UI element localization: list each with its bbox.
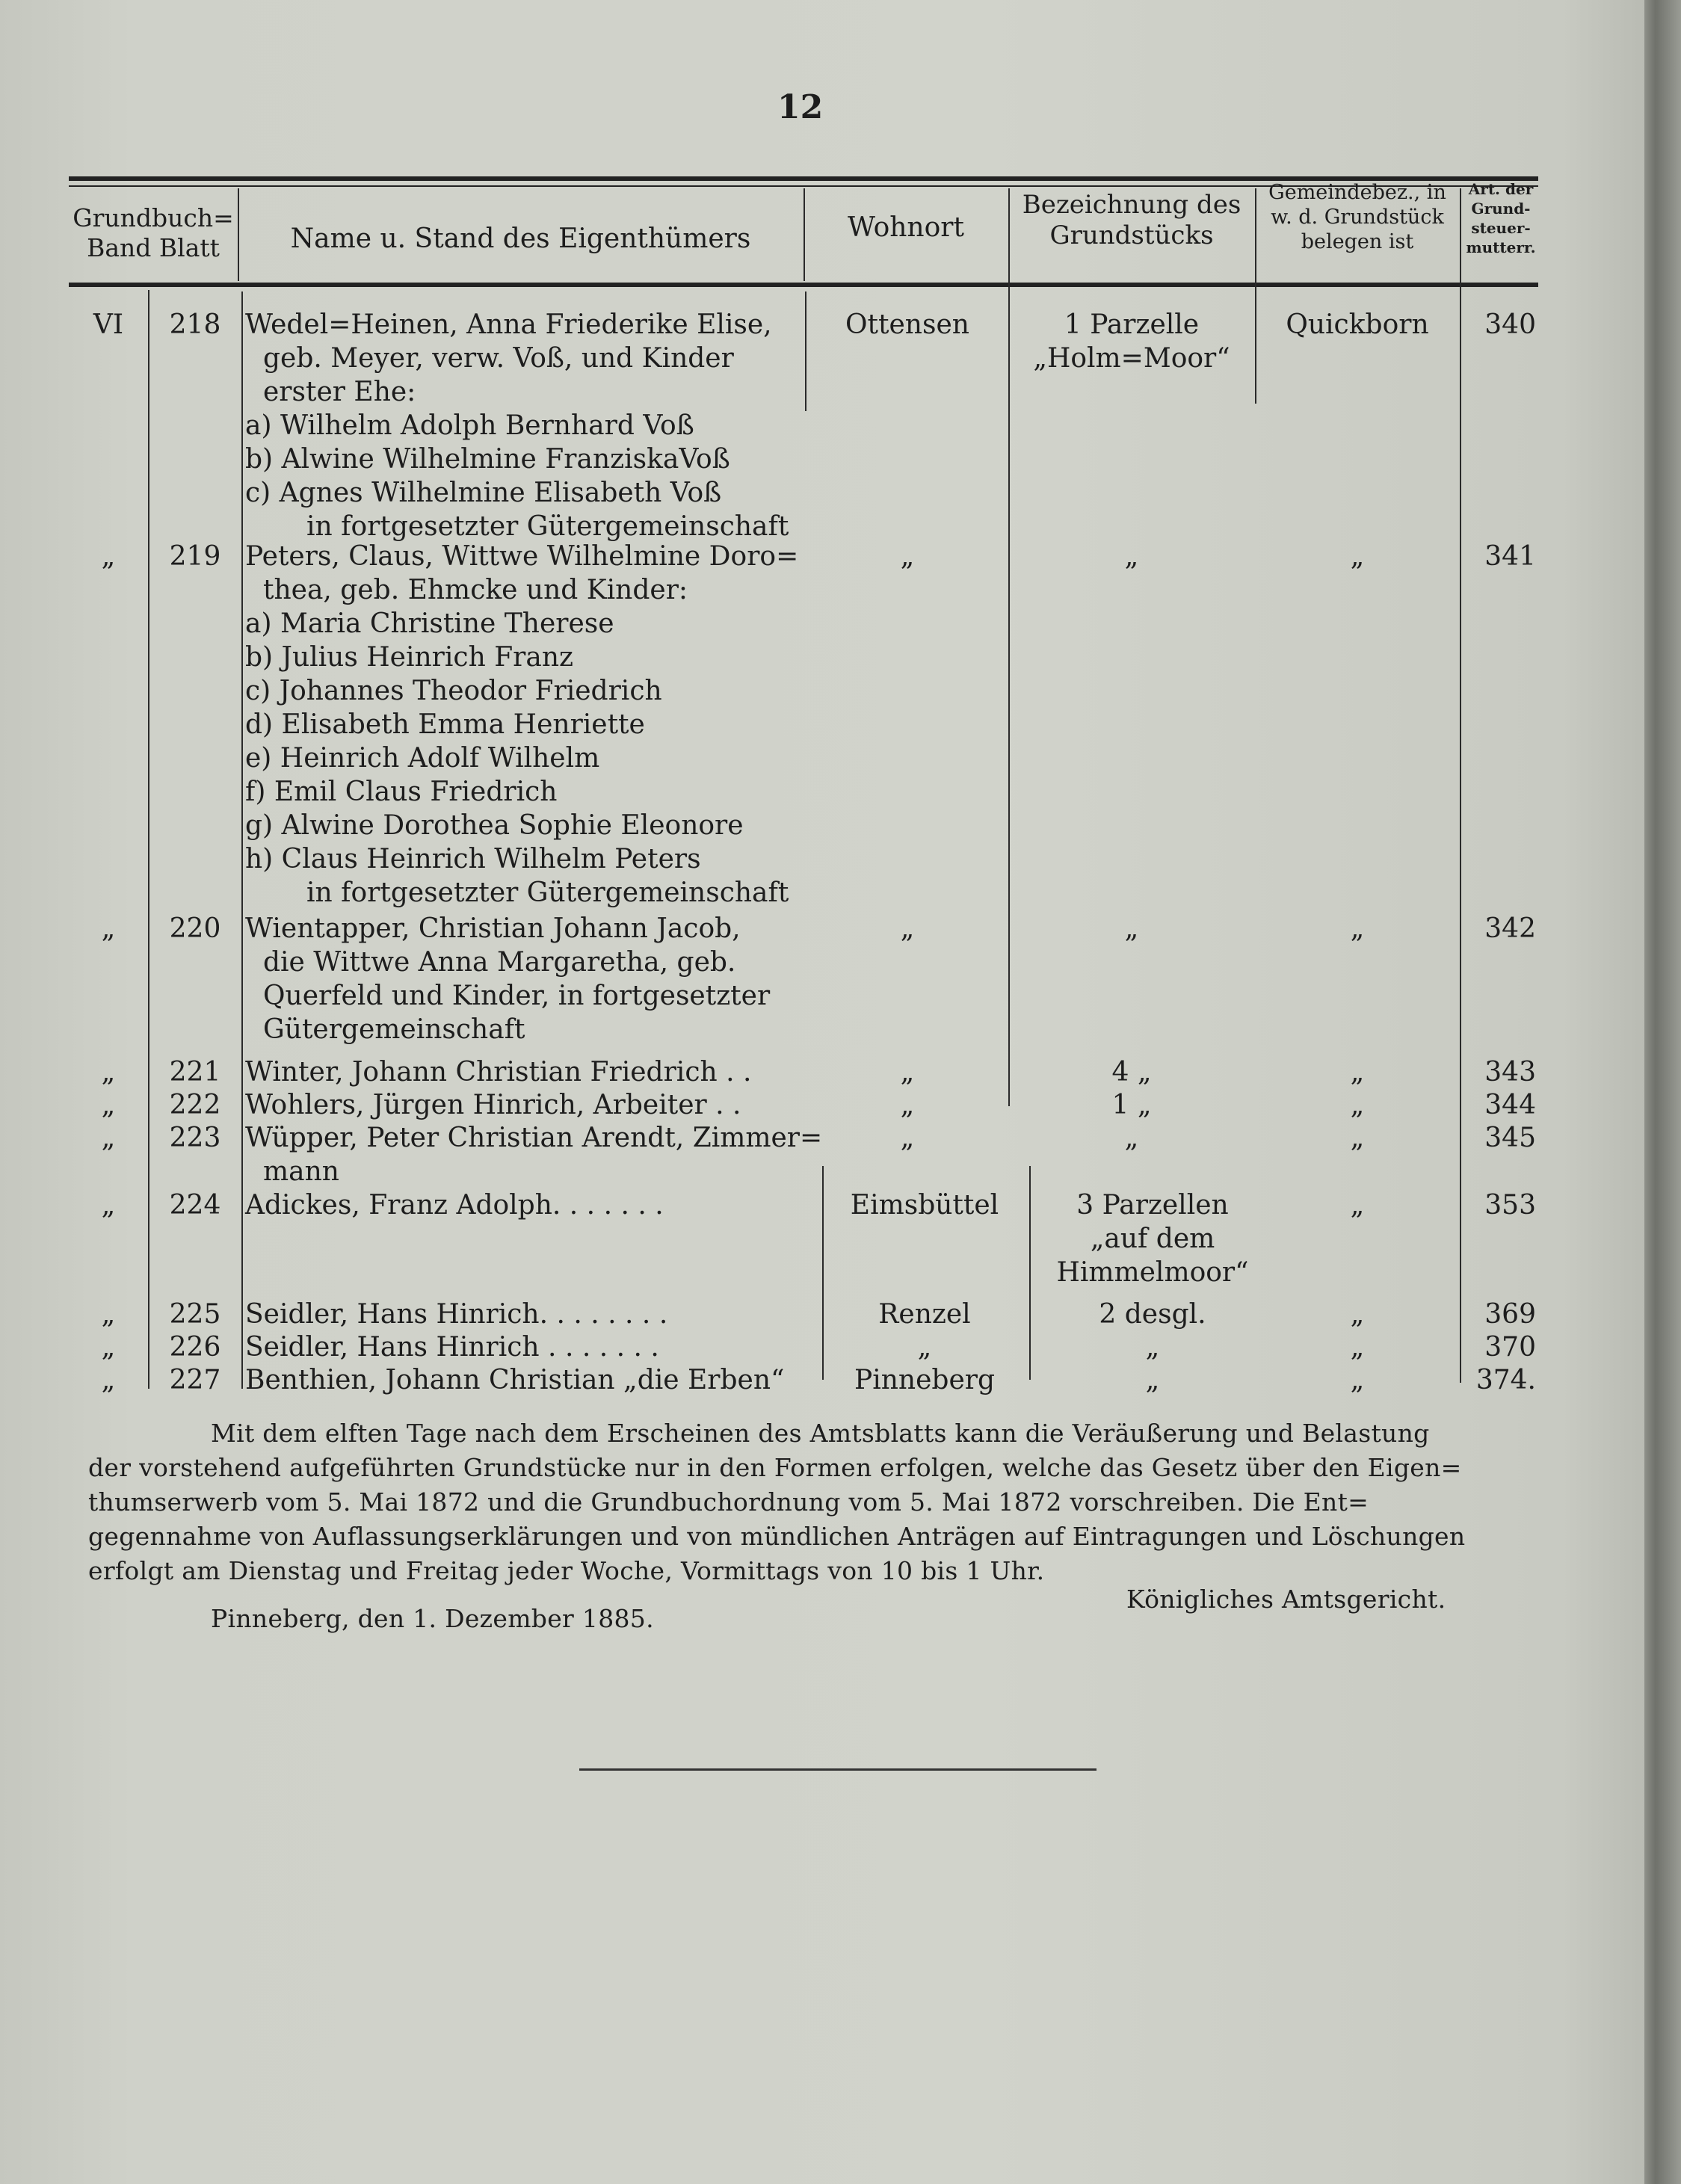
- parcel-description-line: „: [1145, 1332, 1160, 1363]
- footer-paragraph-line: erfolgt am Dienstag und Freitag jeder Woche, Vormittags von 10 bis 1 Uhr.: [88, 1556, 1045, 1585]
- owner-name-line: e) Heinrich Adolf Wilhelm: [245, 743, 600, 774]
- header-line: Bezeichnung des: [1022, 190, 1242, 220]
- wohnort-cell: Renzel: [878, 1299, 971, 1330]
- owner-name-line: Winter, Johann Christian Friedrich . .: [245, 1057, 752, 1088]
- owner-name-line: mann: [263, 1156, 339, 1187]
- gemeinde-cell: Quickborn: [1286, 309, 1429, 340]
- blatt-cell: 218: [169, 309, 221, 340]
- band-cell: „: [101, 1190, 116, 1221]
- header-line: w. d. Grundstück: [1271, 205, 1444, 229]
- wohnort-cell: „: [900, 913, 915, 944]
- place-date: Pinneberg, den 1. Dezember 1885.: [211, 1604, 654, 1633]
- column-divider: [1008, 277, 1010, 1106]
- header-grundbuch: [69, 203, 238, 262]
- footer-paragraph-line: gegennahme von Auflassungserklärungen und von mündlichen Anträgen auf Eintragungen und Löschungen: [88, 1522, 1466, 1551]
- owner-name-line: geb. Meyer, verw. Voß, und Kinder: [263, 343, 734, 374]
- parcel-description-line: 4 „: [1111, 1057, 1152, 1088]
- band-cell: „: [101, 541, 116, 572]
- parcel-description-line: „: [1124, 913, 1139, 944]
- article-number-cell: 344: [1484, 1090, 1536, 1120]
- owner-name-line: h) Claus Heinrich Wilhelm Peters: [245, 844, 701, 874]
- blatt-cell: 222: [169, 1090, 221, 1120]
- blatt-cell: 219: [169, 541, 221, 572]
- parcel-description-line: 1 Parzelle: [1064, 309, 1200, 340]
- parcel-description-line: „auf dem: [1090, 1224, 1215, 1254]
- band-cell: „: [101, 1332, 116, 1363]
- parcel-description-line: „: [1145, 1365, 1160, 1395]
- wohnort-cell: Eimsbüttel: [850, 1190, 999, 1221]
- gemeinde-cell: „: [1350, 1299, 1365, 1330]
- owner-name-line: g) Alwine Dorothea Sophie Eleonore: [245, 810, 744, 841]
- wohnort-cell: „: [917, 1332, 932, 1363]
- parcel-description-line: 3 Parzellen: [1076, 1190, 1229, 1221]
- gemeinde-cell: „: [1350, 1090, 1365, 1120]
- blatt-cell: 223: [169, 1123, 221, 1153]
- header-art: [1460, 179, 1542, 257]
- header-bottom-rule: [69, 283, 1538, 287]
- header-line: Gemeindebez., in: [1268, 181, 1446, 204]
- blatt-cell: 225: [169, 1299, 221, 1330]
- article-number-cell: 340: [1484, 309, 1536, 340]
- band-cell: „: [101, 1299, 116, 1330]
- article-number-cell: 345: [1484, 1123, 1536, 1153]
- header-line: mutterr.: [1466, 238, 1536, 256]
- parcel-description-line: 1 „: [1111, 1090, 1152, 1120]
- wohnort-cell: Pinneberg: [854, 1365, 995, 1395]
- owner-name-line: Wüpper, Peter Christian Arendt, Zimmer=: [245, 1123, 823, 1153]
- gemeinde-cell: „: [1350, 541, 1365, 572]
- owner-name-line: Wientapper, Christian Johann Jacob,: [245, 913, 741, 944]
- article-number-cell: 341: [1484, 541, 1536, 572]
- header-line: Band Blatt: [87, 232, 220, 262]
- owner-name-line: Wohlers, Jürgen Hinrich, Arbeiter . .: [245, 1090, 741, 1120]
- blatt-cell: 226: [169, 1332, 221, 1363]
- owner-name-line: c) Agnes Wilhelmine Elisabeth Voß: [245, 478, 722, 508]
- parcel-description-line: 2 desgl.: [1099, 1299, 1206, 1330]
- separator-rule: [579, 1768, 1096, 1771]
- owner-name-line: Benthien, Johann Christian „die Erben“: [245, 1365, 785, 1395]
- band-cell: „: [101, 913, 116, 944]
- owner-name-line: Querfeld und Kinder, in fortgesetzter: [263, 981, 771, 1011]
- owner-name-line: erster Ehe:: [263, 377, 416, 407]
- owner-name-line: Adickes, Franz Adolph. . . . . . .: [245, 1190, 664, 1221]
- footer-paragraph-line: Mit dem elften Tage nach dem Erscheinen des Amtsblatts kann die Veräußerung und Belastung: [211, 1419, 1430, 1448]
- wohnort-cell: „: [900, 541, 915, 572]
- wohnort-cell: „: [900, 1090, 915, 1120]
- wohnort-cell: „: [900, 1123, 915, 1153]
- owner-name-line: Wedel=Heinen, Anna Friederike Elise,: [245, 309, 772, 340]
- column-divider: [241, 291, 243, 1389]
- article-number-cell: 370: [1484, 1332, 1536, 1363]
- gemeinde-cell: „: [1350, 1365, 1365, 1395]
- header-bezeichnung: [1008, 190, 1255, 251]
- header-line: Wohnort: [848, 212, 964, 243]
- owner-name-line: b) Alwine Wilhelmine FranziskaVoß: [245, 444, 730, 475]
- band-cell: VI: [93, 309, 124, 340]
- header-line: Grundbuch=: [73, 203, 234, 232]
- page-edge: [1644, 0, 1681, 2184]
- band-cell: „: [101, 1365, 116, 1395]
- header-name: [238, 223, 804, 255]
- owner-name-line: in fortgesetzter Gütergemeinschaft: [306, 511, 789, 542]
- header-wohnort: [804, 212, 1008, 244]
- parcel-description-line: „: [1124, 541, 1139, 572]
- blatt-cell: 220: [169, 913, 221, 944]
- parcel-description-line: „: [1124, 1123, 1139, 1153]
- parcel-description-line: „Holm=Moor“: [1033, 343, 1230, 374]
- article-number-cell: 353: [1484, 1190, 1536, 1221]
- owner-name-line: Seidler, Hans Hinrich. . . . . . . .: [245, 1299, 668, 1330]
- header-line: Grund-: [1471, 200, 1531, 218]
- owner-name-line: d) Elisabeth Emma Henriette: [245, 709, 645, 740]
- column-divider: [148, 290, 149, 1389]
- gemeinde-cell: „: [1350, 1332, 1365, 1363]
- header-line: Name u. Stand des Eigenthümers: [290, 223, 751, 254]
- footer-paragraph-line: der vorstehend aufgeführten Grundstücke nur in den Formen erfolgen, welche das Gesetz über den Eigen=: [88, 1453, 1462, 1482]
- owner-name-line: Seidler, Hans Hinrich . . . . . . .: [245, 1332, 659, 1363]
- header-line: Art. der: [1468, 180, 1534, 198]
- owner-name-line: Gütergemeinschaft: [263, 1014, 525, 1045]
- article-number-cell: 342: [1484, 913, 1536, 944]
- owner-name-line: die Wittwe Anna Margaretha, geb.: [263, 947, 736, 978]
- owner-name-line: Peters, Claus, Wittwe Wilhelmine Doro=: [245, 541, 799, 572]
- header-gemeinde: [1255, 181, 1460, 255]
- article-number-cell: 343: [1484, 1057, 1536, 1088]
- parcel-description-line: Himmelmoor“: [1056, 1257, 1249, 1288]
- gemeinde-cell: „: [1350, 1190, 1365, 1221]
- blatt-cell: 224: [169, 1190, 221, 1221]
- band-cell: „: [101, 1090, 116, 1120]
- gemeinde-cell: „: [1350, 1057, 1365, 1088]
- gemeinde-cell: „: [1350, 1123, 1365, 1153]
- owner-name-line: a) Maria Christine Therese: [245, 608, 614, 639]
- page-number: 12: [777, 88, 824, 126]
- gemeinde-cell: „: [1350, 913, 1365, 944]
- blatt-cell: 227: [169, 1365, 221, 1395]
- footer-paragraph-line: thumserwerb vom 5. Mai 1872 und die Grundbuchordnung vom 5. Mai 1872 vorschreiben. Die Ent=: [88, 1487, 1369, 1517]
- owner-name-line: b) Julius Heinrich Franz: [245, 642, 573, 673]
- authority: Königliches Amtsgericht.: [1126, 1585, 1446, 1614]
- wohnort-cell: Ottensen: [845, 309, 969, 340]
- band-cell: „: [101, 1057, 116, 1088]
- article-number-cell: 369: [1484, 1299, 1536, 1330]
- header-line: steuer-: [1471, 219, 1531, 237]
- header-line: Grundstücks: [1049, 220, 1214, 250]
- owner-name-line: f) Emil Claus Friedrich: [245, 777, 558, 807]
- owner-name-line: c) Johannes Theodor Friedrich: [245, 676, 662, 706]
- header-line: belegen ist: [1301, 229, 1414, 253]
- wohnort-cell: „: [900, 1057, 915, 1088]
- owner-name-line: thea, geb. Ehmcke und Kinder:: [263, 575, 688, 605]
- article-number-cell: 374.: [1475, 1365, 1536, 1395]
- owner-name-line: in fortgesetzter Gütergemeinschaft: [306, 877, 789, 908]
- band-cell: „: [101, 1123, 116, 1153]
- owner-name-line: a) Wilhelm Adolph Bernhard Voß: [245, 410, 694, 441]
- blatt-cell: 221: [169, 1057, 221, 1088]
